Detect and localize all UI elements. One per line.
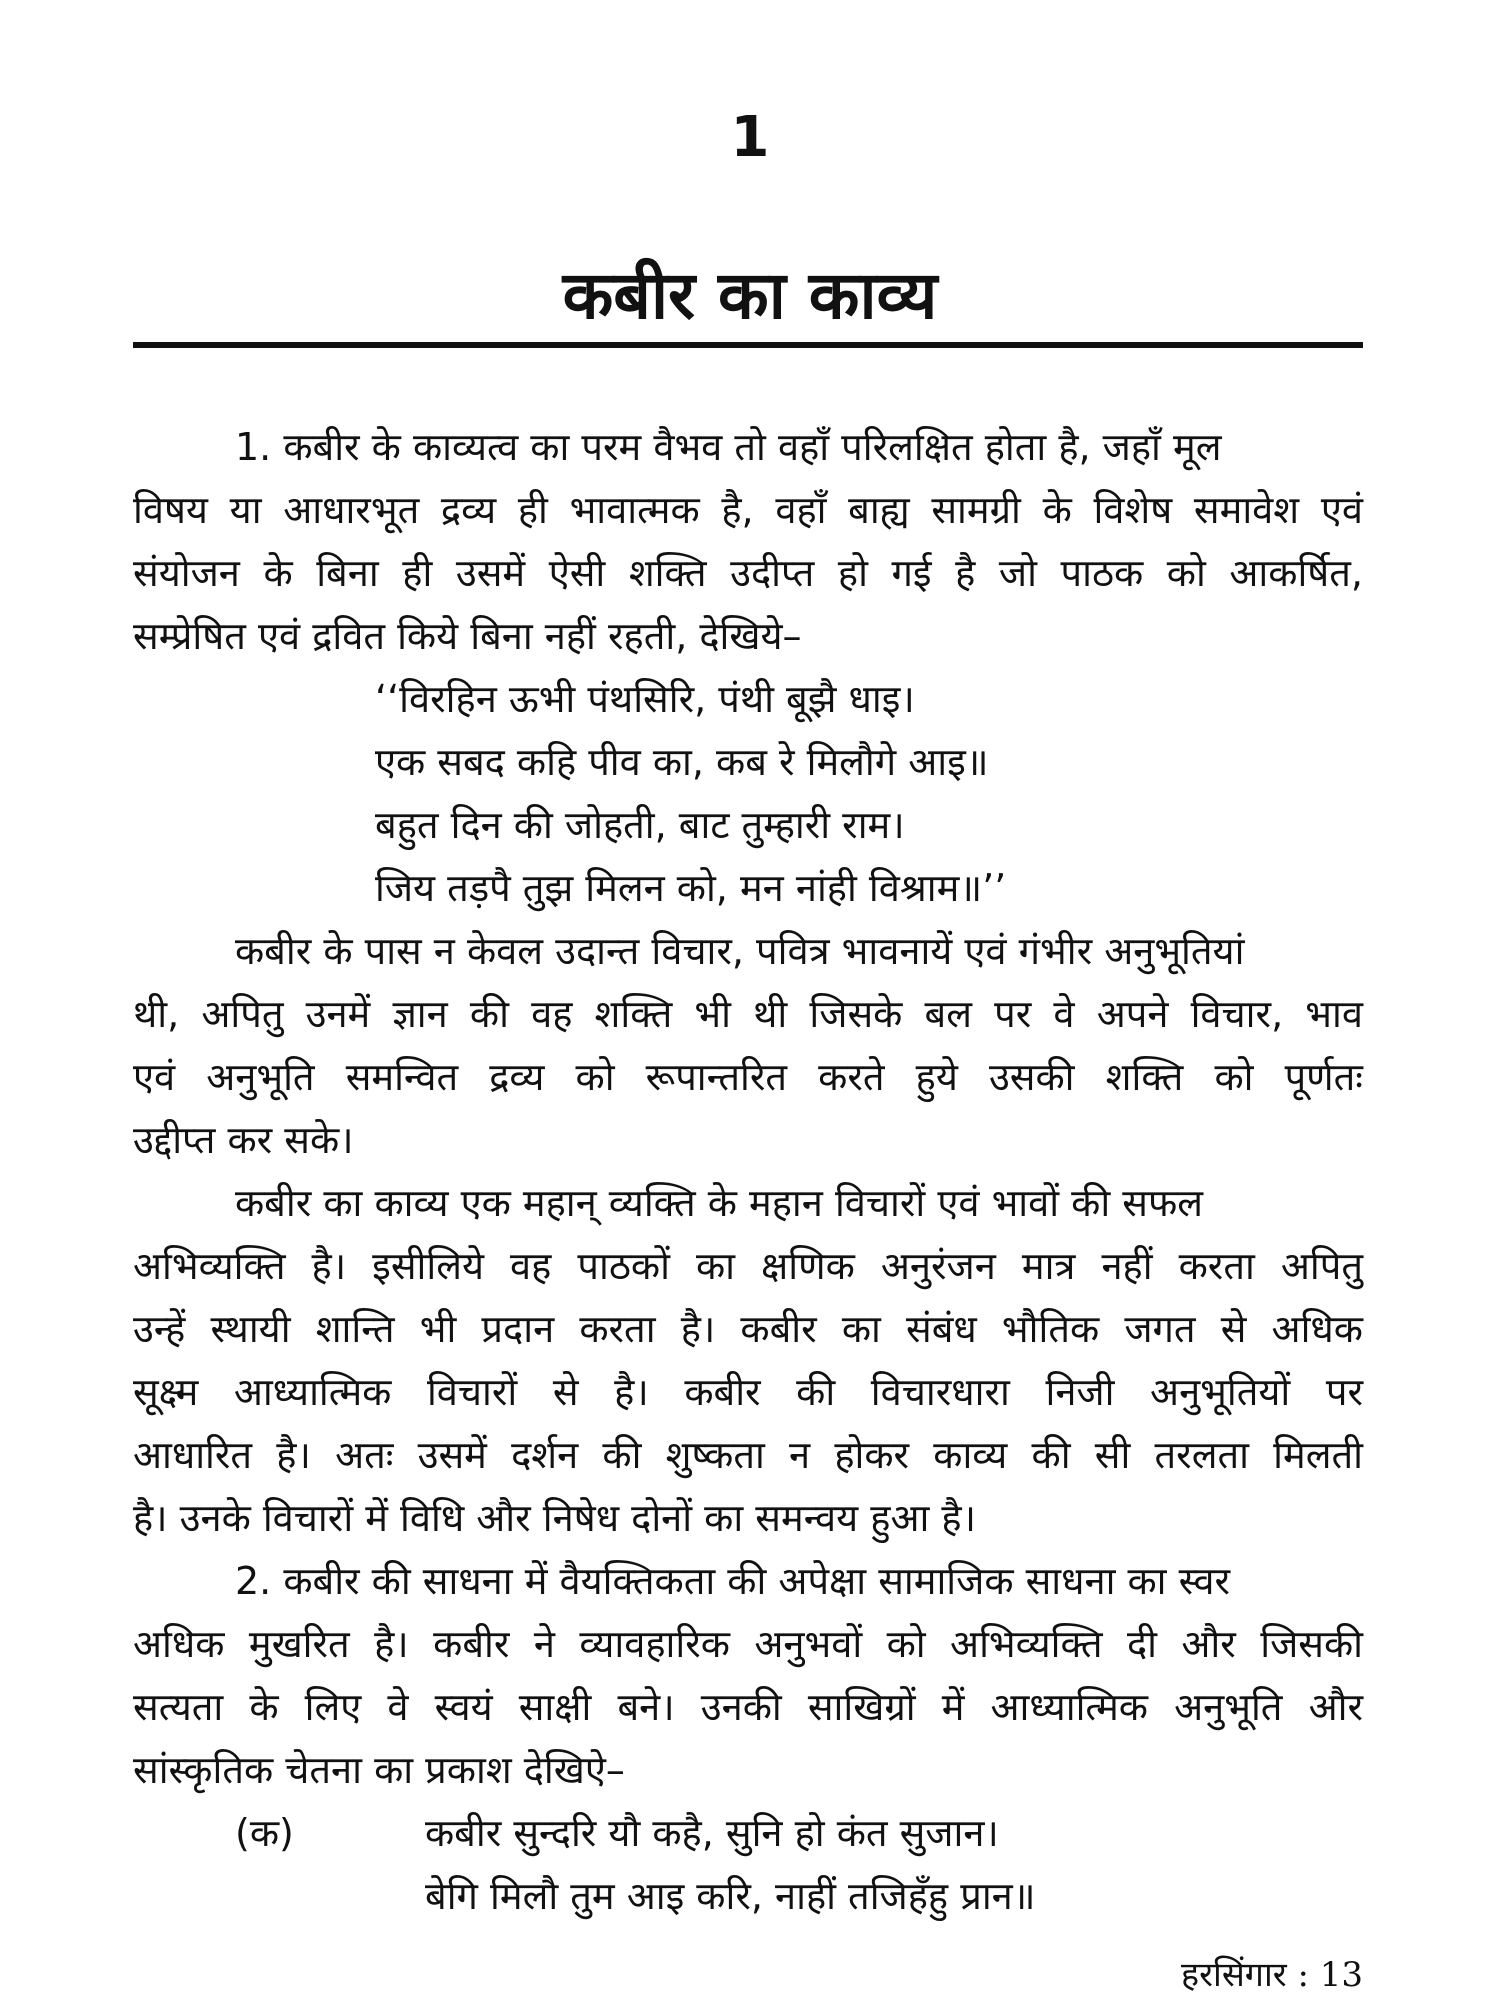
page-footer: हरसिंगार : 13 [1181,1955,1363,1995]
text-line: 1. कबीर के काव्यत्व का परम वैभव तो वहाँ परिलक्षित होता है, जहाँ मूल [235,425,1222,469]
text-line: उन्हें स्थायी शान्ति भी प्रदान करता है। कबीर का संबंध भौतिक जगत से अधिक [133,1307,1363,1351]
text-line: सम्प्रेषित एवं द्रवित किये बिना नहीं रहती, देखिये– [133,614,802,658]
text-line: अभिव्यक्ति है। इसीलिये वह पाठकों का क्षणिक अनुरंजन मात्र नहीं करता अपितु [133,1244,1363,1288]
text-line: सांस्कृतिक चेतना का प्रकाश देखिऐ– [133,1748,625,1792]
text-line: आधारित है। अतः उसमें दर्शन की शुष्कता न होकर काव्य की सी तरलता मिलती [133,1433,1363,1477]
verse-line: बहुत दिन की जोहती, बाट तुम्हारी राम। [375,803,905,847]
text-line: विषय या आधारभूत द्रव्य ही भावात्मक है, वहाँ बाह्य सामग्री के विशेष समावेश एवं [133,488,1363,532]
text-line: है। उनके विचारों में विधि और निषेध दोनों का समन्वय हुआ है। [133,1496,976,1540]
text-line: कबीर का काव्य एक महान् व्यक्ति के महान विचारों एवं भावों की सफल [235,1181,1204,1225]
verse-line: कबीर सुन्दरि यौ कहै, सुनि हो कंत सुजान। [425,1811,999,1855]
chapter-number: 1 [730,105,770,170]
text-line: उद्दीप्त कर सके। [133,1118,354,1162]
verse-line: ‘‘विरहिन ऊभी पंथसिरि, पंथी बूझै धाइ। [375,677,915,721]
verse-line: एक सबद कहि पीव का, कब रे मिलौगे आइ॥ [375,740,989,784]
title-divider [133,342,1363,348]
text-line: कबीर के पास न केवल उदान्त विचार, पवित्र भावनायें एवं गंभीर अनुभूतियां [235,929,1245,973]
text-line: एवं अनुभूति समन्वित द्रव्य को रूपान्तरित करते हुये उसकी शक्ति को पूर्णतः [133,1055,1363,1099]
text-line: सत्यता के लिए वे स्वयं साक्षी बने। उनकी साखिग्रों में आध्यात्मिक अनुभूति और [133,1685,1363,1729]
text-line: सूक्ष्म आध्यात्मिक विचारों से है। कबीर की विचारधारा निजी अनुभूतियों पर [133,1370,1363,1414]
text-line: अधिक मुखरित है। कबीर ने व्यावहारिक अनुभवों को अभिव्यक्ति दी और जिसकी [133,1622,1363,1666]
verse-label: (क) [235,1811,294,1855]
text-line: थी, अपितु उनमें ज्ञान की वह शक्ति भी थी जिसके बल पर वे अपने विचार, भाव [133,992,1363,1036]
text-line: संयोजन के बिना ही उसमें ऐसी शक्ति उदीप्त हो गई है जो पाठक को आकर्षित, [133,551,1363,595]
verse-line: बेगि मिलौ तुम आइ करि, नाहीं तजिहँहु प्रान॥ [425,1874,1036,1918]
chapter-title: कबीर का काव्य [562,257,938,334]
verse-line: जिय तड़पै तुझ मिलन को, मन नांही विश्राम॥’’ [375,866,1007,910]
text-line: 2. कबीर की साधना में वैयक्तिकता की अपेक्षा सामाजिक साधना का स्वर [235,1559,1231,1603]
